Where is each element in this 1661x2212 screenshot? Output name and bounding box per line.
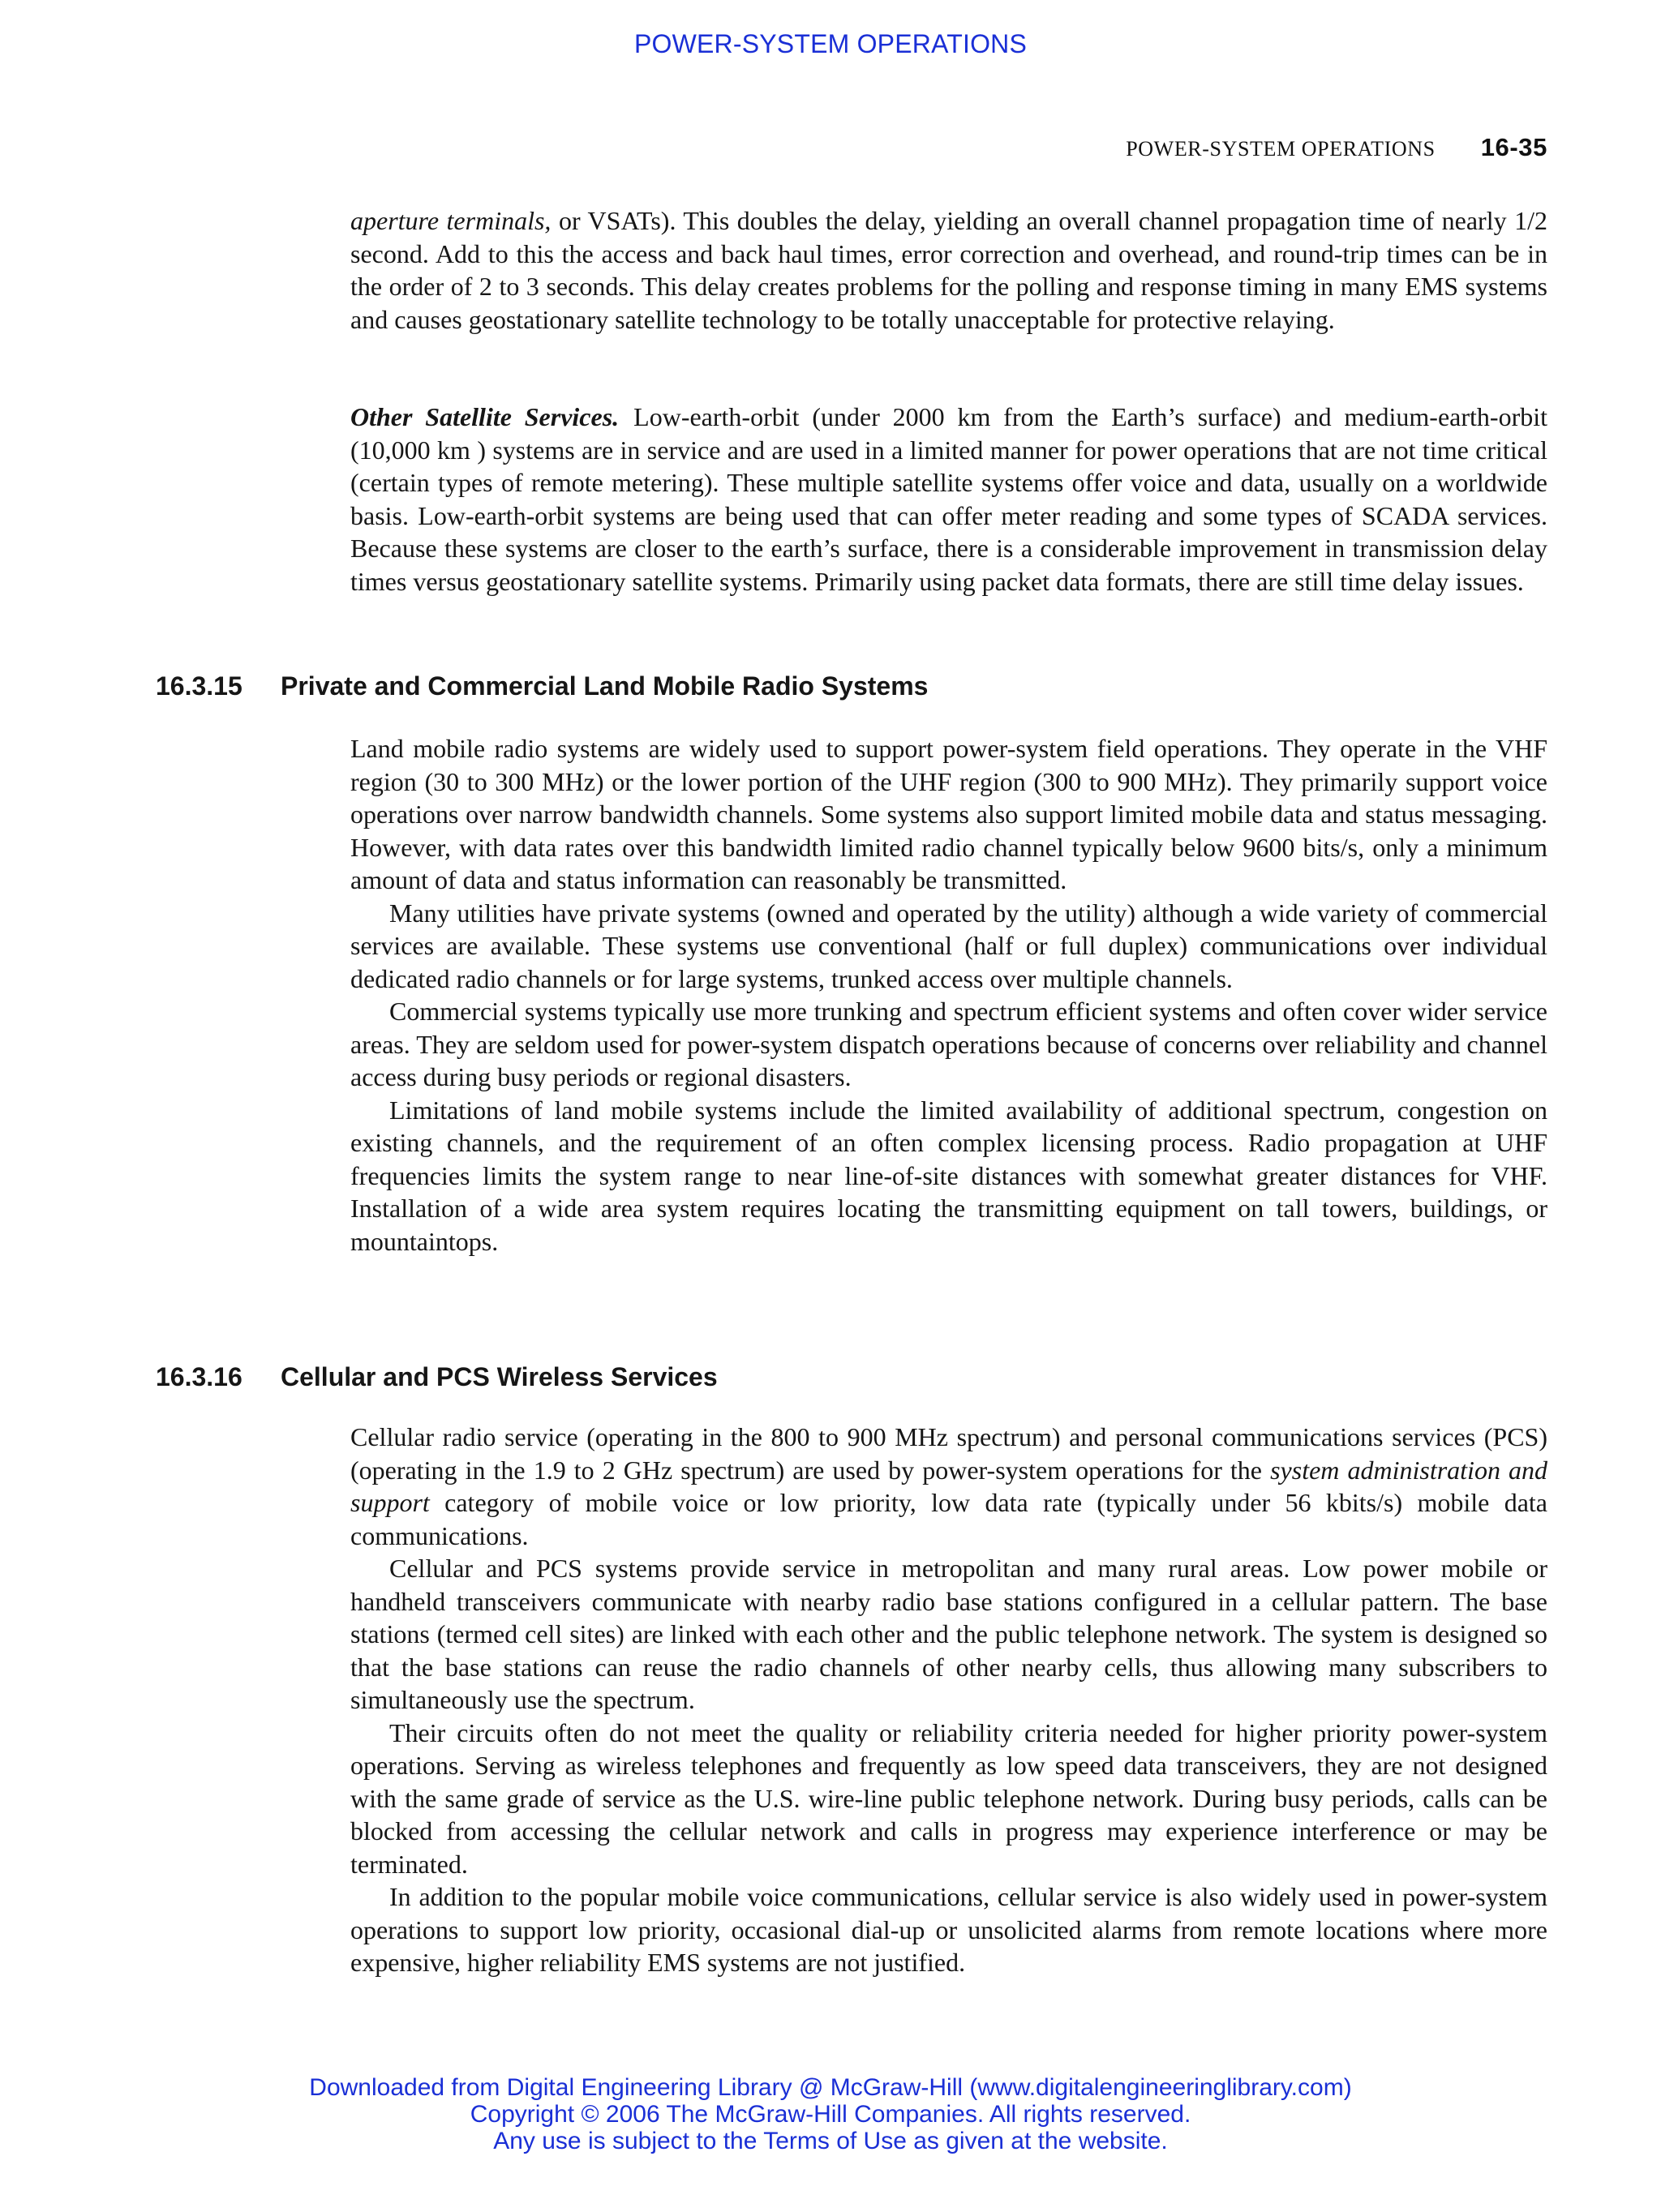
section-16-3-15-body (350, 732, 1547, 1258)
runin-heading: Other Satellite Services. (350, 402, 620, 431)
paragraph: Commercial systems typically use more trunking and spectrum efficient systems and often cover wider service areas. They are seldom used for power-system dispatch operations because of concerns over reliability and channel access during busy periods or regional disasters. (350, 997, 1547, 1091)
paragraph-text: or VSATs). This doubles the delay, yielding an overall channel propagation time of nearly 1/2 second. Add to this the access and back haul times, error correction and overhead, and round-trip times can be in the order of 2 to 3 seconds. This delay creates problems for the polling and response timing in many EMS systems and causes geostationary satellite technology to be totally unacceptable for protective relaying. (350, 206, 1548, 334)
paragraph (350, 1421, 1547, 1552)
section-16-3-16-body (350, 1421, 1547, 1979)
footer-copyright: Copyright © 2006 The McGraw-Hill Companies. All rights reserved. (470, 2101, 1191, 2128)
continued-paragraph (350, 204, 1547, 336)
running-head-title: POWER-SYSTEM OPERATIONS (1126, 137, 1436, 161)
paragraph: Many utilities have private systems (owned and operated by the utility) although a wide variety of commercial services are available. These systems use conventional (half or full duplex) communications over individual dedicated radio channels or for large systems, trunked access over multiple channels. (350, 898, 1547, 993)
footer-download-link[interactable]: Downloaded from Digital Engineering Library @ McGraw-Hill (www.digitalengineeringlibrary.com) (309, 2074, 1352, 2101)
paragraph: Their circuits often do not meet the quality or reliability criteria needed for higher priority power-system operations. Serving as wireless telephones and frequently as low speed data transceivers, they are not designed with the same grade of service as the U.S. wire-line public telephone network. During busy periods, calls can be blocked from accessing the cellular network and calls in progress may experience interference or may be terminated. (350, 1717, 1547, 1879)
top-link-title[interactable]: POWER-SYSTEM OPERATIONS (633, 29, 1028, 58)
paragraph: Limitations of land mobile systems include the limited availability of additional spectrum, congestion on existing channels, and the requirement of an often complex licensing process. Radio propagation at UHF frequencies limits the system range to near line-of-site distances with somewhat greater distances for VHF. Installation of a wide area system requires locating the transmitting equipment on tall towers, buildings, or mountaintops. (350, 1095, 1547, 1256)
other-satellite-services-paragraph (350, 401, 1547, 598)
section-heading-16-3-16 (156, 1362, 718, 1392)
paragraph-text: category of mobile voice or low priority, low data rate (typically under 56 kbits/s) mobile data communications. (350, 1488, 1547, 1550)
paragraph (350, 204, 1547, 336)
section-heading-16-3-15 (156, 671, 928, 701)
paragraph-text: Cellular radio service (operating in the 800 to 900 MHz spectrum) and personal communications services (PCS) (operating in the 1.9 to 2 GHz spectrum) are used by power-system operations for the (350, 1422, 1547, 1485)
running-head (1126, 133, 1547, 162)
section-title: Cellular and PCS Wireless Services (281, 1362, 718, 1391)
page-number: 16-35 (1480, 133, 1547, 161)
italic-phrase: system administration and support (350, 1455, 1548, 1517)
footer-notice (0, 2074, 1661, 2154)
section-number: 16.3.16 (156, 1362, 242, 1391)
paragraph: Cellular and PCS systems provide service in metropolitan and many rural areas. Low power mobile or handheld transceivers communicate with nearby radio base stations configured in a cellular pattern. The base stations (termed cell sites) are linked with each other and the public telephone network. The system is designed so that the base stations can reuse the radio channels of other nearby cells, thus allowing many subscribers to simultaneously use the spectrum. (350, 1554, 1547, 1714)
italic-phrase: aperture terminals, (350, 206, 552, 235)
paragraph: In addition to the popular mobile voice communications, cellular service is also widely used in power-system operations to support low priority, occasional dial-up or unsolicited alarms from remote locations where more expensive, higher reliability EMS systems are not justified. (350, 1882, 1547, 1977)
paragraph-text: Low-earth-orbit (under 2000 km from the Earth’s surface) and medium-earth-orbit (10,000 km ) systems are in service and are used in a limited manner for power operations that are not time critical (certain types of remote metering). These multiple satellite systems offer voice and data, usually on a worldwide basis. Low-earth-orbit systems are being used that can offer meter reading and some types of SCADA services. Because these systems are closer to the earth’s surface, there is a considerable improvement in transmission delay times versus geostationary satellite systems. Primarily using packet data formats, there are still time delay issues. (350, 402, 1548, 596)
section-number: 16.3.15 (156, 671, 242, 701)
paragraph: Land mobile radio systems are widely used to support power-system field operations. They operate in the VHF region (30 to 300 MHz) or the lower portion of the UHF region (300 to 900 MHz). They primarily support voice operations over narrow bandwidth channels. Some systems also support limited mobile data and status messaging. However, with data rates over this bandwidth limited radio channel typically below 9600 bits/s, only a minimum amount of data and status information can reasonably be transmitted. (350, 734, 1547, 894)
footer-terms[interactable]: Any use is subject to the Terms of Use as given at the website. (493, 2128, 1168, 2154)
paragraph (350, 401, 1547, 598)
section-title: Private and Commercial Land Mobile Radio Systems (281, 671, 929, 701)
